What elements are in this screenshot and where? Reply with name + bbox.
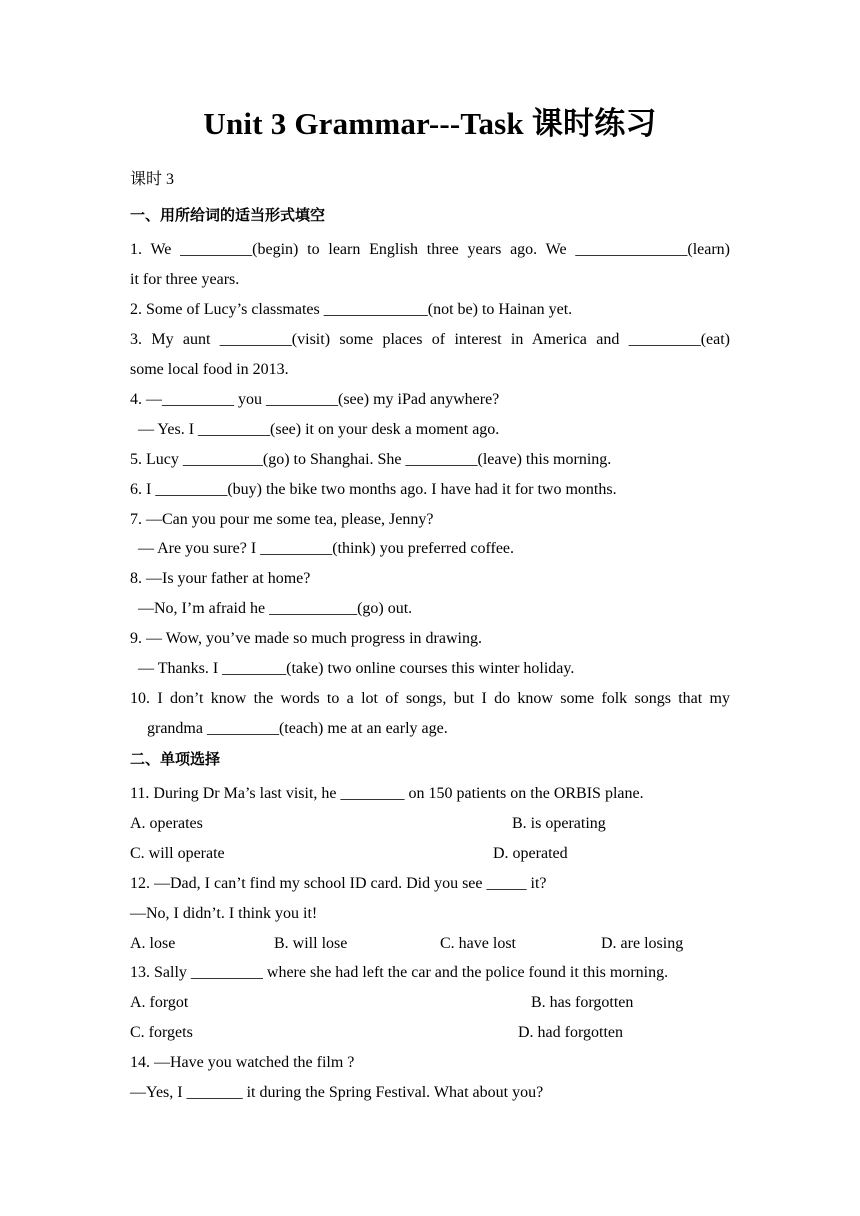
question-3-line-2: some local food in 2013. — [130, 361, 289, 378]
question-4-line-2: — Yes. I _________(see) it on your desk a moment ago. — [138, 421, 500, 438]
question-5: 5. Lucy __________(go) to Shanghai. She _________(leave) this morning. — [130, 451, 612, 468]
question-3-line-1: 3. My aunt _________(visit) some places of interest in America and _________(eat) — [130, 331, 730, 348]
question-10-line-1: 10. I don’t know the words to a lot of songs, but I do know some folk songs that my — [130, 690, 730, 707]
question-12-option-c: C. have lost — [440, 935, 516, 952]
question-11: 11. During Dr Ma’s last visit, he ________ on 150 patients on the ORBIS plane. — [130, 785, 644, 802]
question-13-option-c: C. forgets — [130, 1024, 193, 1041]
page-title: Unit 3 Grammar---Task 课时练习 — [203, 106, 657, 141]
question-14-line-2: —Yes, I _______ it during the Spring Festival. What about you? — [130, 1084, 544, 1101]
question-14-line-1: 14. —Have you watched the film ? — [130, 1054, 355, 1071]
lesson-label: 课时 3 — [130, 171, 175, 188]
question-12-option-d: D. are losing — [601, 935, 684, 952]
question-7-line-1: 7. —Can you pour me some tea, please, Jenny? — [130, 511, 434, 528]
question-12-line-2: —No, I didn’t. I think you it! — [130, 905, 318, 922]
question-12-line-1: 12. —Dad, I can’t find my school ID card. Did you see _____ it? — [130, 875, 547, 892]
question-13-option-b: B. has forgotten — [531, 994, 634, 1011]
question-11-option-d: D. operated — [493, 845, 568, 862]
question-9-line-1: 9. — Wow, you’ve made so much progress in drawing. — [130, 630, 482, 647]
question-7-line-2: — Are you sure? I _________(think) you preferred coffee. — [138, 540, 515, 557]
question-8-line-1: 8. —Is your father at home? — [130, 570, 311, 587]
question-10-line-2: grandma _________(teach) me at an early age. — [147, 720, 448, 737]
question-11-option-b: B. is operating — [512, 815, 606, 832]
question-4-line-1: 4. —_________ you _________(see) my iPad anywhere? — [130, 391, 500, 408]
question-6: 6. I _________(buy) the bike two months ago. I have had it for two months. — [130, 481, 617, 498]
question-11-option-c: C. will operate — [130, 845, 225, 862]
section-heading-multiple-choice: 二、单项选择 — [130, 750, 221, 768]
section-heading-fill-in: 一、用所给词的适当形式填空 — [130, 206, 326, 224]
question-8-line-2: —No, I’m afraid he ___________(go) out. — [138, 600, 413, 617]
question-9-line-2: — Thanks. I ________(take) two online courses this winter holiday. — [138, 660, 575, 677]
question-12-option-b: B. will lose — [274, 935, 348, 952]
question-13-option-a: A. forgot — [130, 994, 189, 1011]
question-11-option-a: A. operates — [130, 815, 203, 832]
question-1-line-2: it for three years. — [130, 271, 240, 288]
question-13-option-d: D. had forgotten — [518, 1024, 624, 1041]
question-2: 2. Some of Lucy’s classmates _____________(not be) to Hainan yet. — [130, 301, 573, 318]
question-12-option-a: A. lose — [130, 935, 176, 952]
question-1-line-1: 1. We _________(begin) to learn English three years ago. We ______________(learn) — [130, 241, 730, 258]
question-13: 13. Sally _________ where she had left the car and the police found it this morning. — [130, 964, 669, 981]
